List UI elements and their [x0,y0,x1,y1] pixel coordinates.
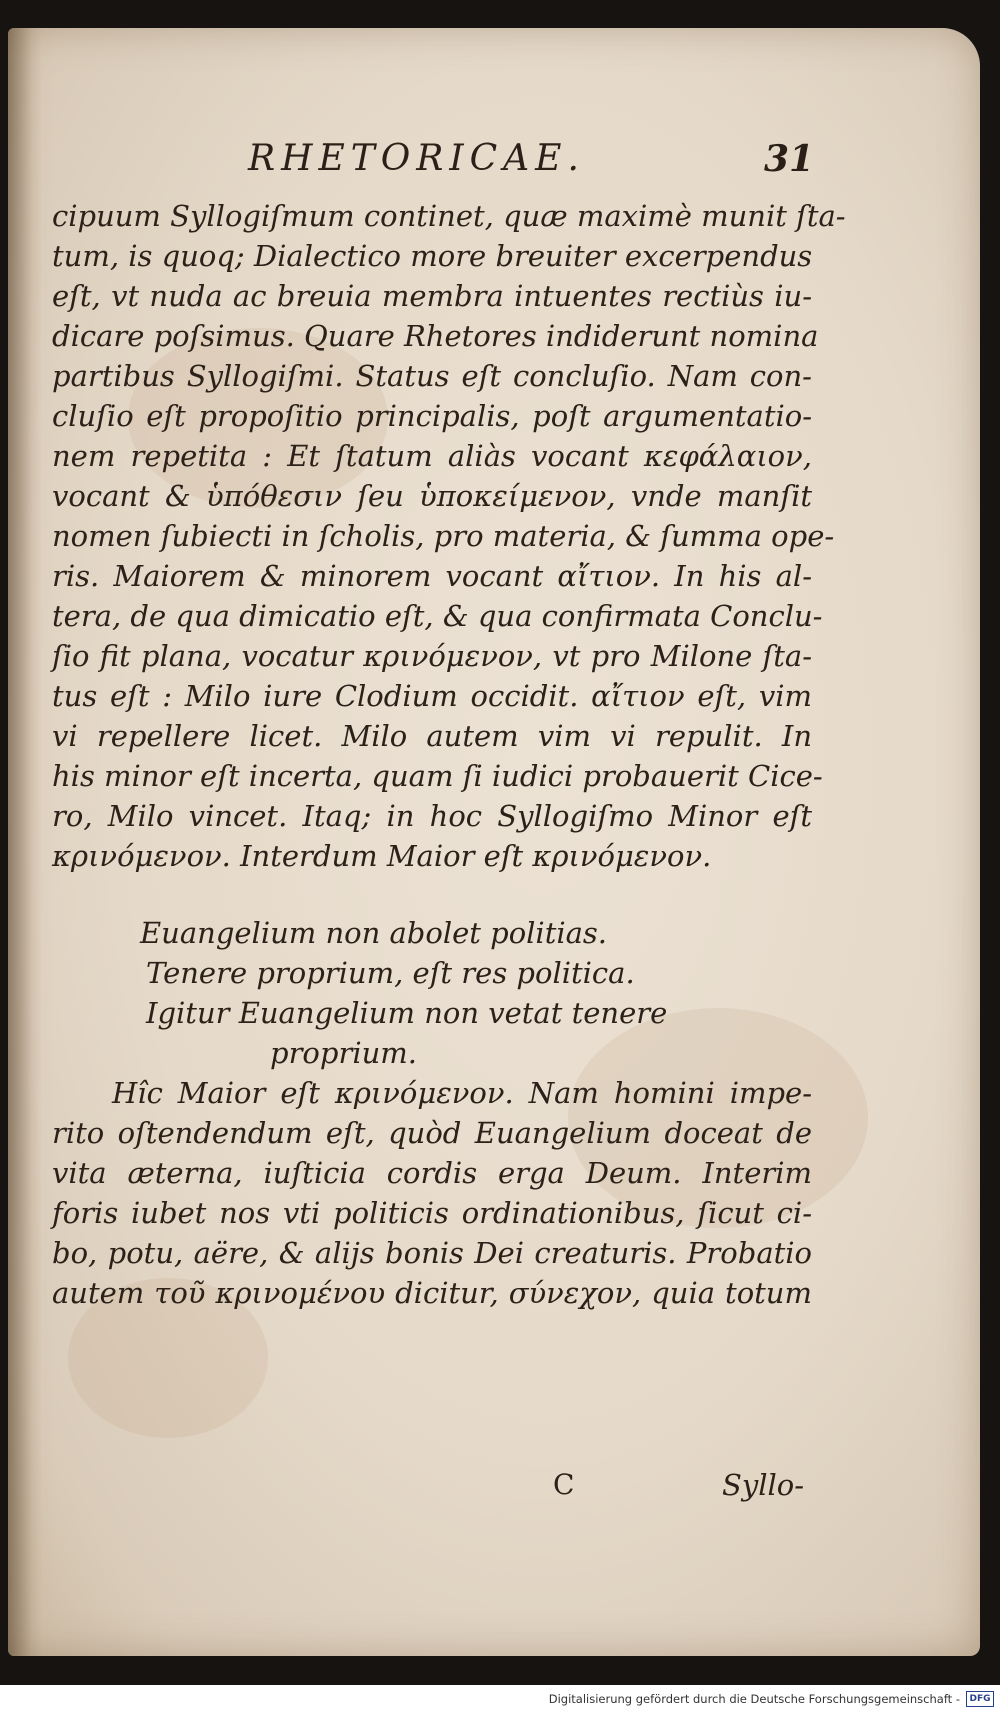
text-line: nomen ſubiecti in ſcholis, pro materia, & ſumma ope- [52,519,835,553]
text-line: bo, potu, aëre, & alijs bonis Dei creaturis. Probatio [52,1236,812,1270]
verse-line: Igitur Euangelium non vetat tenere [146,996,668,1030]
text-line: Hîc Maior eſt κρινόμενον. Nam homini impe- [112,1076,812,1110]
text-line: rito oſtendendum eſt, quòd Euangelium doceat de [52,1116,812,1150]
text-line: vocant & ὑπόθεσιν ſeu ὑποκείμενον, vnde manſit [52,479,812,513]
text-line: ris. Maiorem & minorem vocant αἴτιον. In his al- [52,559,812,593]
page-number: 31 [764,138,815,180]
footer-bar [0,1685,1000,1715]
text-line: tum, is quoq; Dialectico more breuiter excerpendus [52,239,813,273]
text-line: partibus Syllogiſmi. Status eſt concluſio. Nam con- [52,359,812,393]
verse-line: proprium. [270,1036,417,1070]
text-line: nem repetita : Et ſtatum aliàs vocant κεφάλαιον, [52,439,812,473]
text-line: κρινόμενον. Interdum Maior eſt κρινόμενον. [52,839,712,873]
signature-mark: C [553,1468,575,1501]
page-gutter-shadow [8,28,42,1656]
text-line: vita æterna, iuſticia cordis erga Deum. Interim [52,1156,812,1190]
text-line: autem τοῦ κρινομένου dicitur, σύνεχον, quia totum [52,1276,812,1310]
verse-line: Euangelium non abolet politias. [140,916,608,950]
text-line: ſio fit plana, vocatur κρινόμενον, vt pro Milone ſta- [52,639,812,673]
funding-credit: Digitalisierung gefördert durch die Deutsche Forschungsgemeinschaft - [548,1692,960,1706]
book-page [8,28,980,1656]
text-line: ro, Milo vincet. Itaq; in hoc Syllogiſmo Minor eſt [52,799,812,833]
text-line: cipuum Syllogiſmum continet, quæ maximè munit ſta- [52,199,846,233]
catchword: Syllo- [722,1468,805,1502]
text-line: his minor eſt incerta, quam ſi iudici probauerit Cice- [52,759,823,793]
text-line: cluſio eſt propoſitio principalis, poſt argumentatio- [52,399,812,433]
text-line: dicare poſsimus. Quare Rhetores indiderunt nomina [52,319,819,353]
verse-line: Tenere proprium, eſt res politica. [146,956,635,990]
text-line: tus eſt : Milo iure Clodium occidit. αἴτιον eſt, vim [52,679,812,713]
running-head: RHETORICAE. [248,138,585,179]
text-line: foris iubet nos vti politicis ordinationibus, ſicut ci- [52,1196,812,1230]
dfg-logo: DFG [966,1691,994,1707]
text-line: tera, de qua dimicatio eſt, & qua confirmata Conclu- [52,599,823,633]
text-line: eſt, vt nuda ac breuia membra intuentes rectiùs iu- [52,279,812,313]
text-line: vi repellere licet. Milo autem vim vi repulit. In [52,719,812,753]
